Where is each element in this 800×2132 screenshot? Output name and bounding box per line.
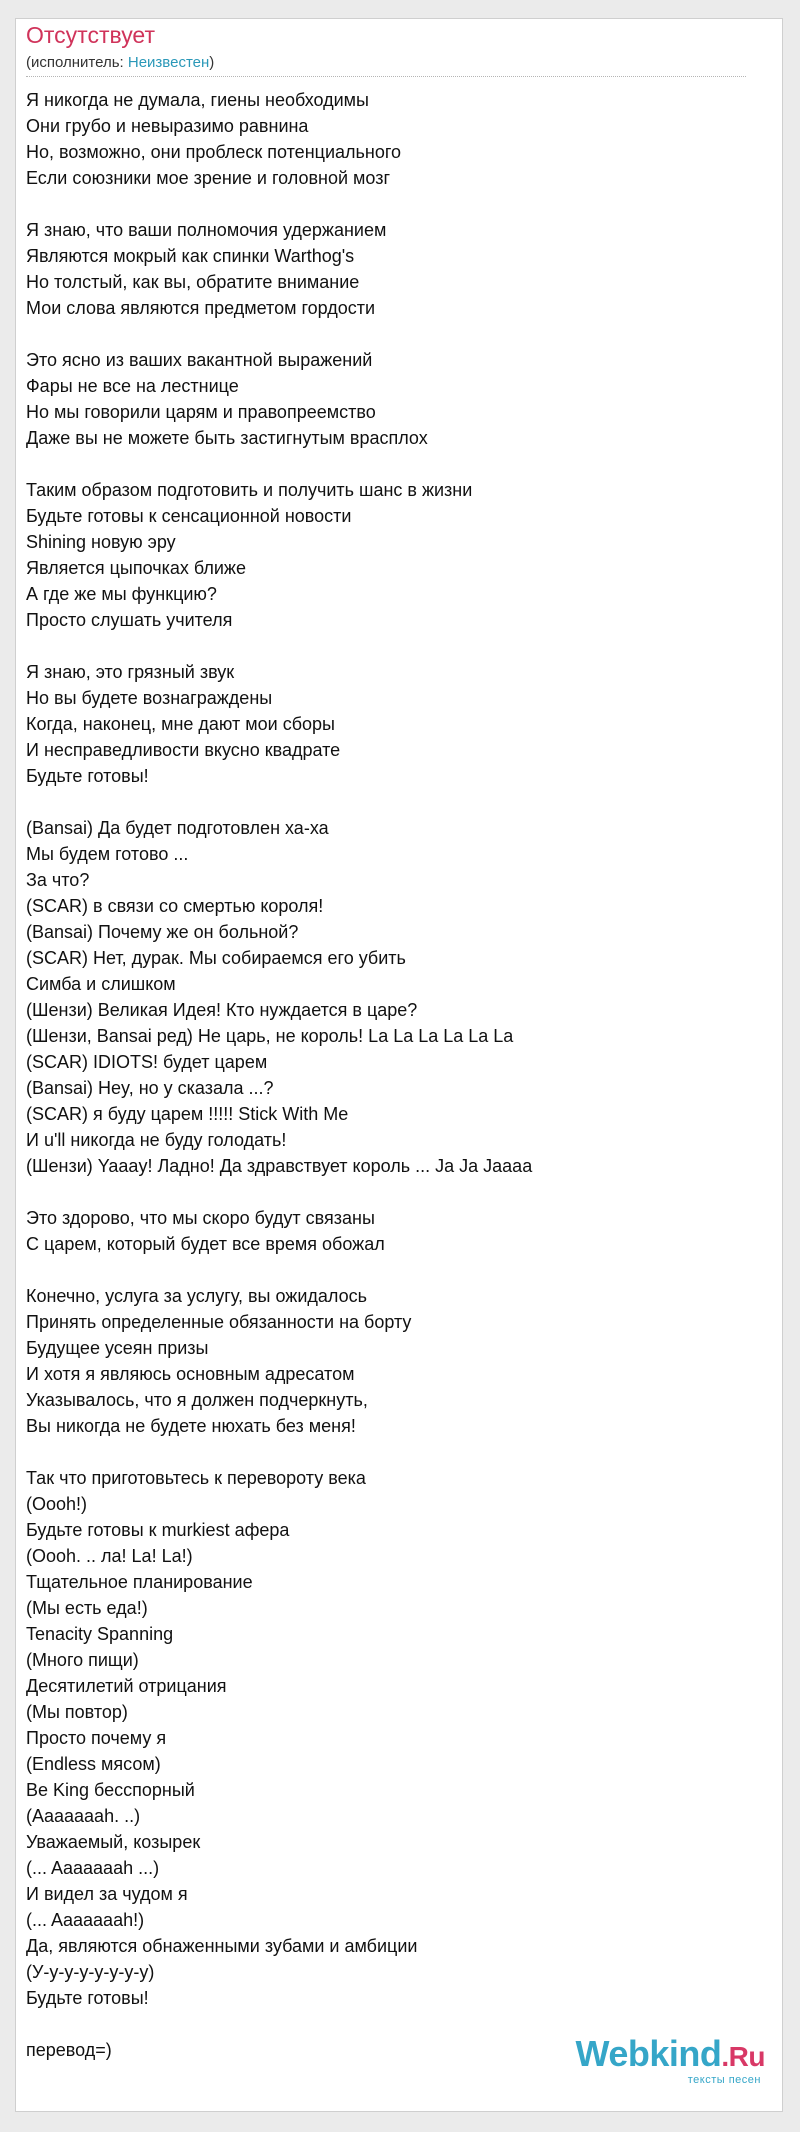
lyric-line: (Endless мясом) [26,1754,161,1774]
lyric-line: Фары не все на лестнице [26,376,239,396]
lyric-line: (SCAR) в связи со смертью короля! [26,896,324,916]
lyric-line: Это ясно из ваших вакантной выражений [26,350,373,370]
lyric-line: Будьте готовы! [26,766,149,786]
lyric-line: (Мы есть еда!) [26,1598,148,1618]
lyric-line: За что? [26,870,90,890]
logo-brand: Webkind [575,2033,722,2074]
lyric-line: (SCAR) IDIOTS! будет царем [26,1052,268,1072]
stanza-gap [26,1439,746,1465]
lyric-line: Это здорово, что мы скоро будут связаны [26,1208,375,1228]
lyric-line: А где же мы функцию? [26,584,217,604]
lyric-line: И u'll никогда не буду голодать! [26,1130,287,1150]
lyric-line: Но мы говорили царям и правопреемство [26,402,376,422]
lyric-line: Будущее усеян призы [26,1338,209,1358]
lyric-line: С царем, который будет все время обожал [26,1234,385,1254]
logo-tagline: тексты песен [687,2074,761,2086]
lyric-line: Будьте готовы! [26,1988,149,2008]
lyric-line: (Шензи) Yaaay! Ладно! Да здравствует король ... Ja Ja Jaaaa [26,1156,533,1176]
stanza-gap [26,1257,746,1283]
artist-prefix: (исполнитель: [26,54,128,71]
lyric-line: Симба и слишком [26,974,176,994]
lyric-line: (... Aaaaaaah ...) [26,1858,160,1878]
lyric-line: (Bansai) Да будет подготовлен ха-ха [26,818,329,838]
lyric-line: (Oooh!) [26,1494,88,1514]
lyric-line: Уважаемый, козырек [26,1832,201,1852]
lyric-line: (SCAR) я буду царем !!!!! Stick With Me [26,1104,349,1124]
webkind-logo[interactable] [575,2033,765,2086]
lyric-line: Просто почему я [26,1728,167,1748]
lyric-line: Так что приготовьтесь к перевороту века [26,1468,366,1488]
lyric-line: Be King бесспорный [26,1780,195,1800]
lyric-line: Принять определенные обязанности на борту [26,1312,412,1332]
song-title: Отсутствует [26,22,155,48]
lyric-line: Но, возможно, они проблеск потенциального [26,142,402,162]
lyric-line: Указывалось, что я должен подчеркнуть, [26,1390,368,1410]
lyric-line: Тщательное планирование [26,1572,253,1592]
lyric-line: Я знаю, это грязный звук [26,662,235,682]
lyric-line: (Bansai) Почему же он больной? [26,922,299,942]
lyric-line: Даже вы не можете быть застигнутым врасплох [26,428,428,448]
lyric-line: (Bansai) Hey, но у сказала ...? [26,1078,274,1098]
lyrics-text [26,87,746,2063]
lyric-line: Но толстый, как вы, обратите внимание [26,272,360,292]
logo-tld: .Ru [721,2041,765,2072]
lyric-line: И хотя я являюсь основным адресатом [26,1364,355,1384]
lyric-line: Я знаю, что ваши полномочия удержанием [26,220,387,240]
lyric-line: (У-у-у-у-у-у-у-у) [26,1962,155,1982]
artist-suffix: ) [209,54,215,71]
lyric-line: Просто слушать учителя [26,610,233,630]
stanza-gap [26,633,746,659]
stanza-gap [26,191,746,217]
lyric-line: Они грубо и невыразимо равнина [26,116,309,136]
lyric-line: Мои слова являются предметом гордости [26,298,376,318]
lyric-line: Десятилетий отрицания [26,1676,227,1696]
lyric-line: (Aaaaaaah. ..) [26,1806,141,1826]
lyric-line: Я никогда не думала, гиены необходимы [26,90,369,110]
lyric-line: Если союзники мое зрение и головной мозг [26,168,391,188]
lyric-line: Таким образом подготовить и получить шанс в жизни [26,480,473,500]
lyric-line: Да, являются обнаженными зубами и амбиции [26,1936,418,1956]
lyric-line: (... Aaaaaaah!) [26,1910,145,1930]
lyric-line: (Много пищи) [26,1650,139,1670]
lyric-line: Будьте готовы к сенсационной новости [26,506,352,526]
lyric-line: (Шензи, Bansai ред) Не царь, не король! La La La La La La [26,1026,514,1046]
artist-line [26,54,214,72]
lyric-line: Вы никогда не будете нюхать без меня! [26,1416,356,1436]
lyric-line: И несправедливости вкусно квадрате [26,740,341,760]
stanza-gap [26,1179,746,1205]
lyric-line: (SCAR) Нет, дурак. Мы собираемся его убить [26,948,406,968]
lyric-line: перевод=) [26,2040,112,2060]
lyric-line: Являются мокрый как спинки Warthog's [26,246,355,266]
lyric-line: И видел за чудом я [26,1884,188,1904]
stanza-gap [26,321,746,347]
artist-link[interactable]: Неизвестен [127,54,210,71]
lyric-line: Конечно, услуга за услугу, вы ожидалось [26,1286,368,1306]
stanza-gap [26,451,746,477]
lyric-line: Будьте готовы к murkiest афера [26,1520,290,1540]
lyric-line: (Шензи) Великая Идея! Кто нуждается в царе? [26,1000,418,1020]
lyric-line: Shining новую эру [26,532,176,552]
stanza-gap [26,789,746,815]
lyric-line: Является цыпочках ближе [26,558,246,578]
lyric-line: Мы будем готово ... [26,844,189,864]
title-divider [26,76,746,77]
lyric-line: Но вы будете вознаграждены [26,688,273,708]
lyric-line: Tenacity Spanning [26,1624,174,1644]
lyric-line: Когда, наконец, мне дают мои сборы [26,714,335,734]
lyric-line: (Oooh. .. ла! La! La!) [26,1546,193,1566]
lyric-line: (Мы повтор) [26,1702,128,1722]
